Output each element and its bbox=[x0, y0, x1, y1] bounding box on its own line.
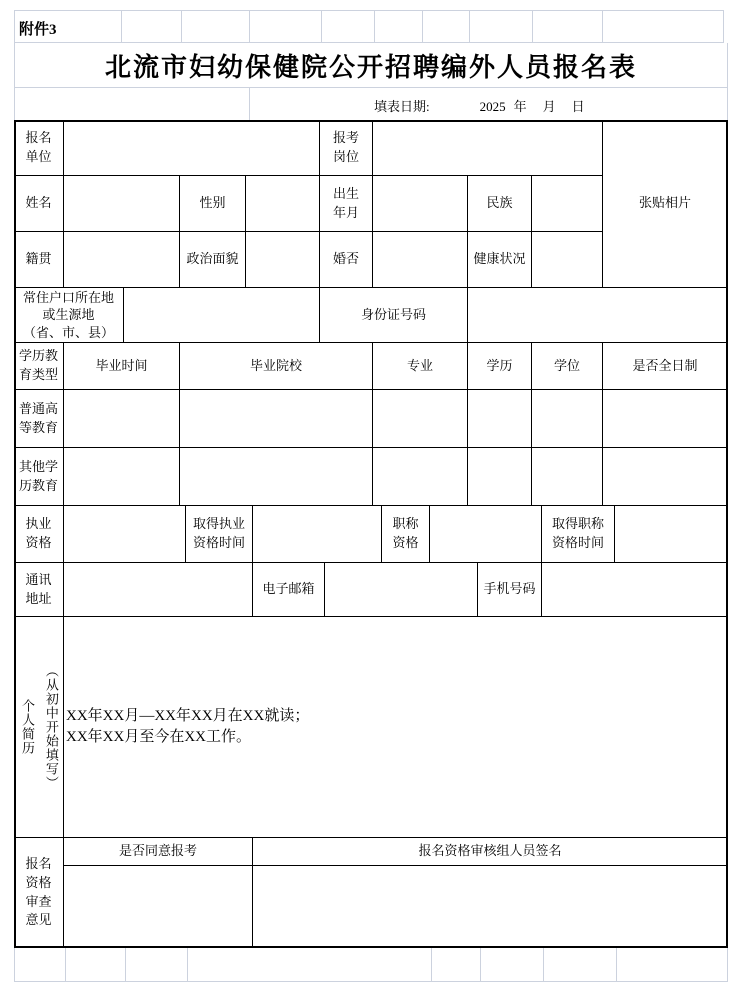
fill-date-label: 填表日期: bbox=[374, 99, 430, 114]
header-school: 毕业院校 bbox=[180, 343, 373, 390]
gridline bbox=[181, 11, 182, 42]
input-applying-unit[interactable] bbox=[64, 120, 320, 176]
input-title-qualification[interactable] bbox=[430, 506, 542, 563]
label-practice-qualification: 执业资格 bbox=[14, 506, 64, 563]
resume-label-main: 个人简历 bbox=[20, 699, 35, 755]
label-native-place: 籍贯 bbox=[14, 232, 64, 288]
label-practice-qualification-time: 取得执业资格时间 bbox=[186, 506, 253, 563]
fill-date-line bbox=[374, 96, 585, 115]
gridline bbox=[616, 948, 617, 981]
gridline bbox=[532, 11, 533, 42]
fill-date-year: 2025 bbox=[479, 99, 506, 114]
label-title-qualification: 职称资格 bbox=[382, 506, 430, 563]
header-major: 专业 bbox=[373, 343, 468, 390]
input-birth-date[interactable] bbox=[373, 176, 468, 232]
label-political-status: 政治面貌 bbox=[180, 232, 246, 288]
input-regular-major[interactable] bbox=[373, 390, 468, 448]
label-other-education: 其他学历教育 bbox=[14, 448, 64, 506]
input-reviewer-signature[interactable] bbox=[253, 866, 728, 948]
header-grad-time: 毕业时间 bbox=[64, 343, 180, 390]
input-title-qualification-time[interactable] bbox=[615, 506, 728, 563]
excel-gridline-strip-bottom bbox=[14, 948, 728, 982]
application-form-table bbox=[14, 120, 728, 948]
gridline bbox=[125, 948, 126, 981]
input-email[interactable] bbox=[325, 563, 478, 617]
label-name: 姓名 bbox=[14, 176, 64, 232]
fill-date-year-unit: 年 bbox=[513, 99, 527, 114]
label-title-qualification-time: 取得职称资格时间 bbox=[542, 506, 615, 563]
input-applied-position[interactable] bbox=[373, 120, 603, 176]
label-email: 电子邮箱 bbox=[253, 563, 325, 617]
form-title-row bbox=[14, 43, 728, 88]
input-regular-school[interactable] bbox=[180, 390, 373, 448]
gridline bbox=[543, 948, 544, 981]
gridline bbox=[469, 11, 470, 42]
input-other-fulltime[interactable] bbox=[603, 448, 728, 506]
header-degree: 学位 bbox=[532, 343, 603, 390]
header-reviewer-signature: 报名资格审核组人员签名 bbox=[253, 838, 728, 866]
input-regular-grad-time[interactable] bbox=[64, 390, 180, 448]
label-birth-date: 出生年月 bbox=[320, 176, 373, 232]
fill-date-month-unit: 月 bbox=[542, 99, 556, 114]
resume-line-2: XX年XX月至今在XX工作。 bbox=[66, 729, 251, 745]
input-regular-fulltime[interactable] bbox=[603, 390, 728, 448]
label-marital-status: 婚否 bbox=[320, 232, 373, 288]
input-health-status[interactable] bbox=[532, 232, 603, 288]
input-id-number[interactable] bbox=[468, 288, 728, 343]
input-practice-qualification[interactable] bbox=[64, 506, 186, 563]
gridline bbox=[374, 11, 375, 42]
fill-date-day-unit: 日 bbox=[571, 99, 585, 114]
input-other-edu-level[interactable] bbox=[468, 448, 532, 506]
input-name[interactable] bbox=[64, 176, 180, 232]
input-regular-degree[interactable] bbox=[532, 390, 603, 448]
header-agree-to-apply: 是否同意报考 bbox=[64, 838, 253, 866]
label-id-number: 身份证号码 bbox=[320, 288, 468, 343]
input-other-grad-time[interactable] bbox=[64, 448, 180, 506]
fill-date-row[interactable] bbox=[14, 88, 728, 120]
label-regular-education: 普通高等教育 bbox=[14, 390, 64, 448]
gridline bbox=[422, 11, 423, 42]
resume-label-note: （从初中开始填写） bbox=[43, 664, 59, 790]
label-gender: 性别 bbox=[180, 176, 246, 232]
gridline bbox=[249, 11, 250, 42]
input-residence[interactable] bbox=[124, 288, 320, 343]
page-title: 北流市妇幼保健院公开招聘编外人员报名表 bbox=[104, 52, 637, 82]
label-review-opinion: 报名资格审查意见 bbox=[14, 838, 64, 948]
gridline bbox=[431, 948, 432, 981]
label-applying-unit: 报名单位 bbox=[14, 120, 64, 176]
input-practice-qualification-time[interactable] bbox=[253, 506, 382, 563]
resume-content[interactable] bbox=[64, 617, 728, 838]
label-residence: 常住户口所在地 或生源地 （省、市、县） bbox=[14, 288, 124, 343]
input-political-status[interactable] bbox=[246, 232, 320, 288]
gridline bbox=[480, 948, 481, 981]
gridline bbox=[321, 11, 322, 42]
label-personal-resume bbox=[14, 617, 64, 838]
photo-placeholder[interactable] bbox=[603, 120, 728, 288]
input-ethnicity[interactable] bbox=[532, 176, 603, 232]
label-applied-position: 报考岗位 bbox=[320, 120, 373, 176]
gridline bbox=[249, 88, 250, 120]
gridline bbox=[602, 11, 603, 42]
gridline bbox=[121, 11, 122, 42]
gridline bbox=[187, 948, 188, 981]
input-other-major[interactable] bbox=[373, 448, 468, 506]
input-native-place[interactable] bbox=[64, 232, 180, 288]
label-education-type: 学历教育类型 bbox=[14, 343, 64, 390]
input-mobile[interactable] bbox=[542, 563, 728, 617]
header-fulltime: 是否全日制 bbox=[603, 343, 728, 390]
resume-line-1: XX年XX月—XX年XX月在XX就读； bbox=[66, 708, 310, 724]
input-other-degree[interactable] bbox=[532, 448, 603, 506]
attachment-label: 附件3 bbox=[19, 22, 57, 38]
excel-gridline-strip-top bbox=[14, 10, 724, 43]
label-mailing-address: 通讯地址 bbox=[14, 563, 64, 617]
header-edu-level: 学历 bbox=[468, 343, 532, 390]
input-gender[interactable] bbox=[246, 176, 320, 232]
photo-label: 张贴相片 bbox=[638, 195, 691, 211]
label-health-status: 健康状况 bbox=[468, 232, 532, 288]
input-other-school[interactable] bbox=[180, 448, 373, 506]
label-ethnicity: 民族 bbox=[468, 176, 532, 232]
input-agree-to-apply[interactable] bbox=[64, 866, 253, 948]
input-regular-edu-level[interactable] bbox=[468, 390, 532, 448]
gridline bbox=[65, 948, 66, 981]
label-mobile: 手机号码 bbox=[478, 563, 542, 617]
input-marital-status[interactable] bbox=[373, 232, 468, 288]
input-mailing-address[interactable] bbox=[64, 563, 253, 617]
